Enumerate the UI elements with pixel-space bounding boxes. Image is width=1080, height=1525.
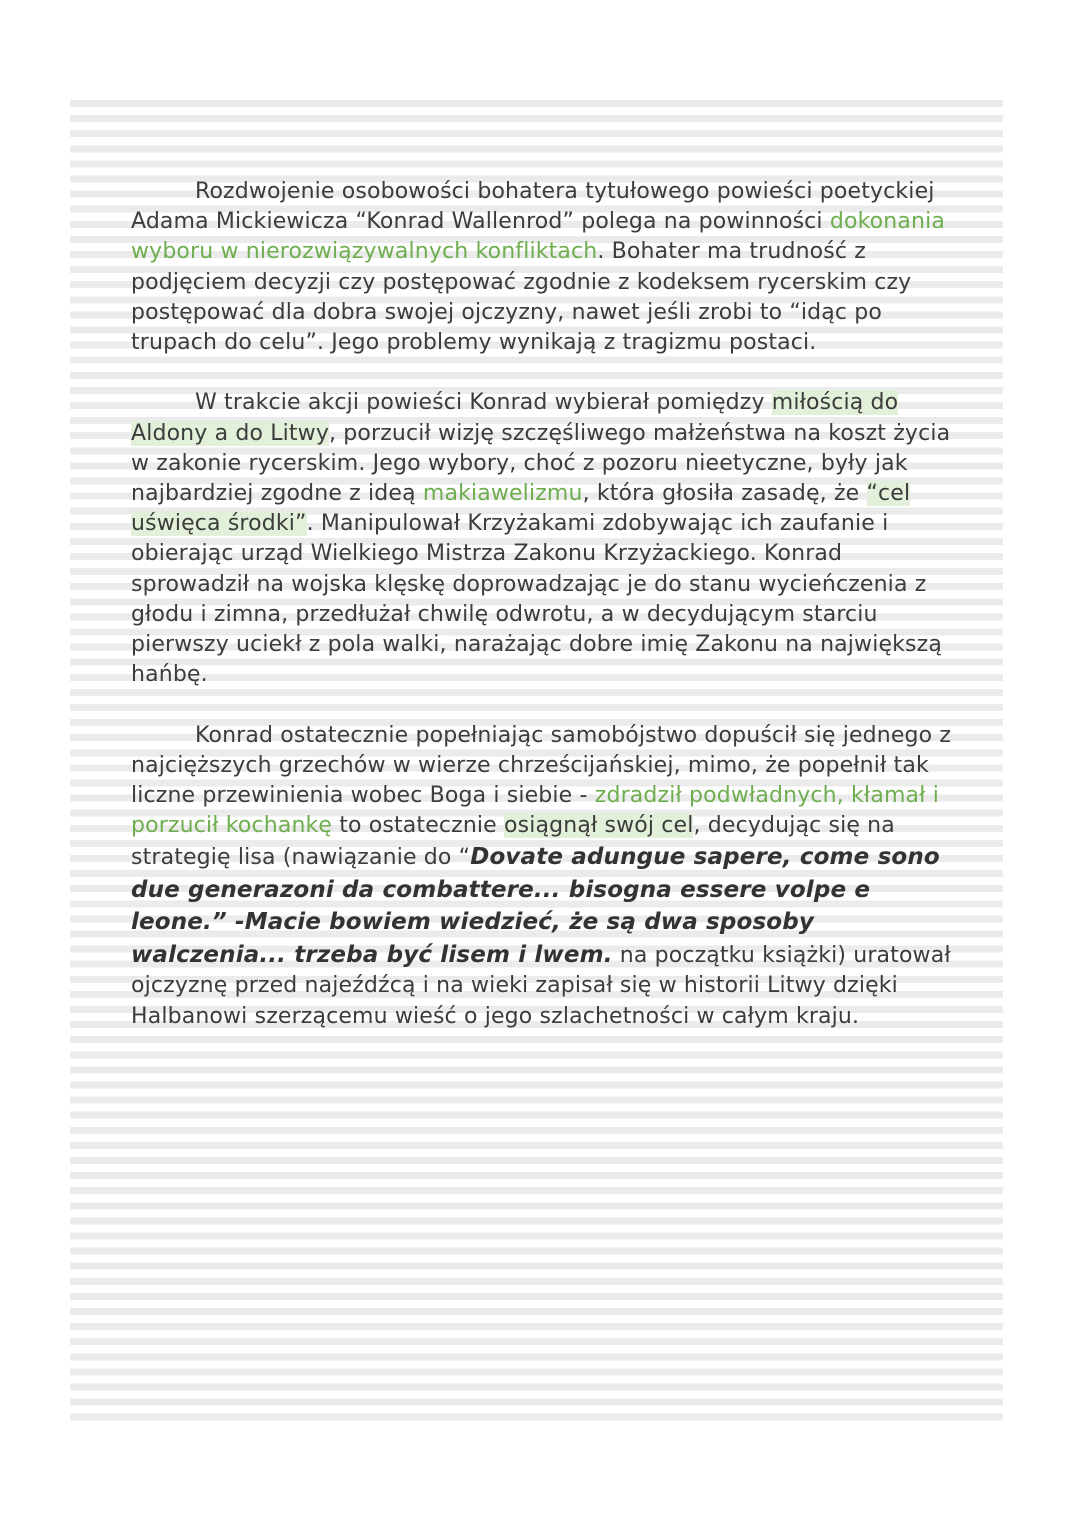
paragraph-3-text-a: Konrad ostatecznie popełniając samobójstwo dopuścił się jednego z najcięższych grzechów w wierze chrześcijańskiej, mimo, że popełnił tak liczne przewinienia wobec Boga i siebie - [131,722,952,809]
paragraph-1-text-a: Rozdwojenie osobowości bohatera tytułowego powieści poetyckiej Adama Mickiewicza “Konrad Wallenrod” polega na powinności [131,179,935,235]
paragraph-2-text-c: , która głosiła zasadę, że [582,481,867,507]
paragraph-1-text-b: . Bohater ma trudność z podjęciem decyzji czy postępować zgodnie z kodeksem rycerskim czy postępować dla dobra swojej ojczyzny, nawet jeśli zrobi to “idąc po trupach do celu”. Jego problemy wynikają z tragizmu postaci. [131,239,912,356]
paragraph-3 [131,721,961,1032]
paragraph-3-quote: Dovate adungue sapere, come sono due generazoni da combattere... bisogna essere volpe e leone.” -Macie bowiem wiedzieć, że są dwa sposoby walczenia... trzeba być lisem i lwem. [131,844,940,968]
paragraph-2-text-d: . Manipulował Krzyżakami zdobywając ich zaufanie i obierając urząd Wielkiego Mistrza Zakonu Krzyżackiego. Konrad sprowadził na wojska klęskę doprowadzając je do stanu wycieńczenia z głodu i zimna, przedłużał chwilę odwrotu, a w decydującym starciu pierwszy uciekł z pola walki, narażając dobre imię Zakonu na największą hańbę. [131,511,942,688]
paragraph-2-text-b: , porzucił wizję szczęśliwego małżeństwa na koszt życia w zakonie rycerskim. Jego wybory, choć z pozoru nieetyczne, były jak najbardziej zgodne z ideą [131,420,951,507]
paragraph-3-green-phrase: zdradził podwładnych, kłamał i porzucił kochankę [131,783,939,839]
paragraph-2-text-a: W trakcie akcji powieści Konrad wybierał pomiędzy [195,390,772,416]
essay-text [131,177,961,1062]
paragraph-2-green-phrase: makiawelizmu [422,481,583,507]
paragraph-1-green-phrase: dokonania wyboru w nierozwiązywalnych konfliktach [131,209,945,265]
paragraph-2-highlight-1: miłością do Aldony a do Litwy [131,390,899,446]
paragraph-3-text-c: , decydując się na strategię lisa (nawiązanie do “ [131,813,895,871]
paragraph-3-text-b: to ostatecznie [332,813,505,839]
paragraph-2-highlight-2: “cel uświęca środki” [131,481,911,537]
paragraph-2 [131,388,961,690]
paragraph-1 [131,177,961,358]
paragraph-3-highlight: osiągnął swój cel [504,813,694,839]
paragraph-3-text-d: na początku książki) uratował ojczyznę przed najeźdźcą i na wieki zapisał się w historii Litwy dzięki Halbanowi szerzącemu wieść o jego szlachetności w całym kraju. [131,942,951,1029]
